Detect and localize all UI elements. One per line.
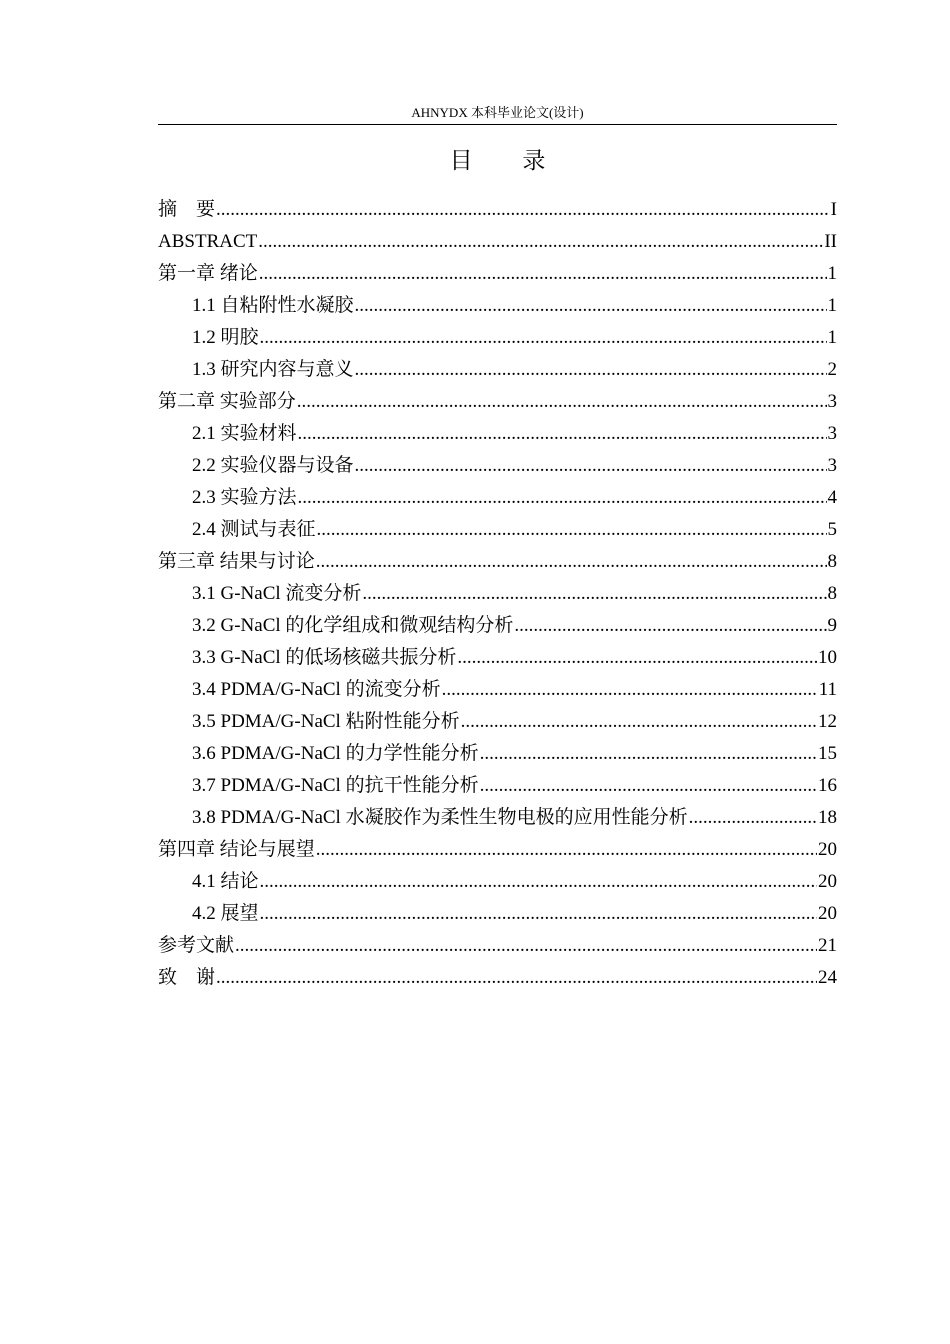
toc-entry-page-number: II xyxy=(824,231,837,252)
toc-dot-leader xyxy=(355,354,827,386)
toc-entry-page-number: 16 xyxy=(818,775,837,796)
toc-entry-label: 3.2 G-NaCl 的化学组成和微观结构分析 xyxy=(192,615,514,636)
toc-entry[interactable] xyxy=(158,610,837,642)
toc-entry-label: 3.5 PDMA/G-NaCl 粘附性能分析 xyxy=(192,711,460,732)
toc-entry-page-number: 2 xyxy=(827,359,837,380)
toc-entry-page-number: 20 xyxy=(818,839,837,860)
toc-entry[interactable] xyxy=(158,642,837,674)
toc-dot-leader xyxy=(260,866,817,898)
toc-entry-page-number: 8 xyxy=(827,583,837,604)
toc-dot-leader xyxy=(689,802,817,834)
toc-entry-page-number: 24 xyxy=(818,967,837,988)
toc-entry-label: 第三章 结果与讨论 xyxy=(158,551,315,572)
toc-entry-label: 第二章 实验部分 xyxy=(158,391,296,412)
toc-entry[interactable] xyxy=(158,258,837,290)
toc-entry-page-number: 21 xyxy=(818,935,837,956)
toc-entry[interactable] xyxy=(158,418,837,450)
toc-entry[interactable] xyxy=(158,322,837,354)
toc-entry-label: 4.2 展望 xyxy=(192,903,259,924)
toc-dot-leader xyxy=(480,770,817,802)
toc-entry-page-number: 3 xyxy=(827,455,837,476)
toc-entry-label: 摘 要 xyxy=(158,199,216,220)
toc-entry[interactable] xyxy=(158,226,837,258)
toc-dot-leader xyxy=(235,930,817,962)
toc-entry[interactable] xyxy=(158,834,837,866)
toc-dot-leader xyxy=(355,450,827,482)
toc-entry[interactable] xyxy=(158,706,837,738)
toc-entry-label: 第四章 结论与展望 xyxy=(158,839,315,860)
toc-entry[interactable] xyxy=(158,674,837,706)
page-title: 目 录 xyxy=(449,148,568,173)
toc-entry[interactable] xyxy=(158,898,837,930)
toc-entry-label: ABSTRACT xyxy=(158,231,258,252)
toc-entry-page-number: 15 xyxy=(818,743,837,764)
toc-entry-page-number: 11 xyxy=(818,679,837,700)
toc-dot-leader xyxy=(316,546,827,578)
toc-entry-label: 1.3 研究内容与意义 xyxy=(192,359,354,380)
toc-entry-label: 4.1 结论 xyxy=(192,871,259,892)
toc-entry-label: 3.8 PDMA/G-NaCl 水凝胶作为柔性生物电极的应用性能分析 xyxy=(192,807,688,828)
toc-dot-leader xyxy=(298,482,827,514)
toc-dot-leader xyxy=(457,642,817,674)
toc-entry[interactable] xyxy=(158,386,837,418)
toc-entry[interactable] xyxy=(158,770,837,802)
toc-entry[interactable] xyxy=(158,962,837,994)
toc-entry-page-number: 3 xyxy=(827,423,837,444)
toc-entry-page-number: 9 xyxy=(827,615,837,636)
toc-entry-page-number: 8 xyxy=(827,551,837,572)
toc-dot-leader xyxy=(514,610,826,642)
toc-dot-leader xyxy=(259,258,827,290)
toc-entry-page-number: 1 xyxy=(827,295,837,316)
toc-entry[interactable] xyxy=(158,802,837,834)
toc-entry-label: 3.1 G-NaCl 流变分析 xyxy=(192,583,362,604)
toc-entry-label: 2.4 测试与表征 xyxy=(192,519,316,540)
toc-dot-leader xyxy=(461,706,817,738)
toc-entry-page-number: 10 xyxy=(818,647,837,668)
toc-entry[interactable] xyxy=(158,546,837,578)
toc-entry-page-number: I xyxy=(830,199,837,220)
toc-dot-leader xyxy=(260,322,827,354)
toc-entry-page-number: 12 xyxy=(818,711,837,732)
toc-entry[interactable] xyxy=(158,450,837,482)
toc-dot-leader xyxy=(362,578,826,610)
toc-dot-leader xyxy=(298,418,827,450)
toc-entry[interactable] xyxy=(158,514,837,546)
toc-entry[interactable] xyxy=(158,482,837,514)
toc-dot-leader xyxy=(258,226,823,258)
toc-entry[interactable] xyxy=(158,930,837,962)
toc-entry-label: 第一章 绪论 xyxy=(158,263,258,284)
toc-dot-leader xyxy=(216,194,830,226)
toc-entry-label: 3.3 G-NaCl 的低场核磁共振分析 xyxy=(192,647,457,668)
toc-entry-label: 1.1 自粘附性水凝胶 xyxy=(192,295,354,316)
toc-entry-page-number: 4 xyxy=(827,487,837,508)
table-of-contents xyxy=(158,194,837,994)
toc-entry-page-number: 1 xyxy=(827,263,837,284)
toc-entry-page-number: 18 xyxy=(818,807,837,828)
toc-entry[interactable] xyxy=(158,354,837,386)
toc-entry-label: 3.7 PDMA/G-NaCl 的抗干性能分析 xyxy=(192,775,479,796)
toc-entry-page-number: 5 xyxy=(827,519,837,540)
toc-entry-page-number: 20 xyxy=(818,903,837,924)
toc-entry-label: 致 谢 xyxy=(158,967,216,988)
toc-dot-leader xyxy=(297,386,827,418)
toc-entry[interactable] xyxy=(158,290,837,322)
toc-dot-leader xyxy=(442,674,818,706)
toc-entry-label: 3.4 PDMA/G-NaCl 的流变分析 xyxy=(192,679,441,700)
toc-dot-leader xyxy=(216,962,817,994)
toc-entry-page-number: 1 xyxy=(827,327,837,348)
toc-entry[interactable] xyxy=(158,194,837,226)
toc-dot-leader xyxy=(480,738,817,770)
toc-entry[interactable] xyxy=(158,866,837,898)
toc-entry-label: 2.2 实验仪器与设备 xyxy=(192,455,354,476)
toc-entry[interactable] xyxy=(158,738,837,770)
toc-dot-leader xyxy=(316,834,817,866)
toc-entry-label: 参考文献 xyxy=(158,935,235,956)
toc-dot-leader xyxy=(317,514,827,546)
toc-entry-label: 2.1 实验材料 xyxy=(192,423,297,444)
toc-entry-label: 2.3 实验方法 xyxy=(192,487,297,508)
toc-entry-page-number: 3 xyxy=(827,391,837,412)
toc-entry-label: 1.2 明胶 xyxy=(192,327,259,348)
toc-entry-label: 3.6 PDMA/G-NaCl 的力学性能分析 xyxy=(192,743,479,764)
toc-dot-leader xyxy=(260,898,817,930)
toc-entry[interactable] xyxy=(158,578,837,610)
page-header: AHNYDX 本科毕业论文(设计) xyxy=(158,104,837,125)
toc-entry-page-number: 20 xyxy=(818,871,837,892)
toc-dot-leader xyxy=(355,290,827,322)
